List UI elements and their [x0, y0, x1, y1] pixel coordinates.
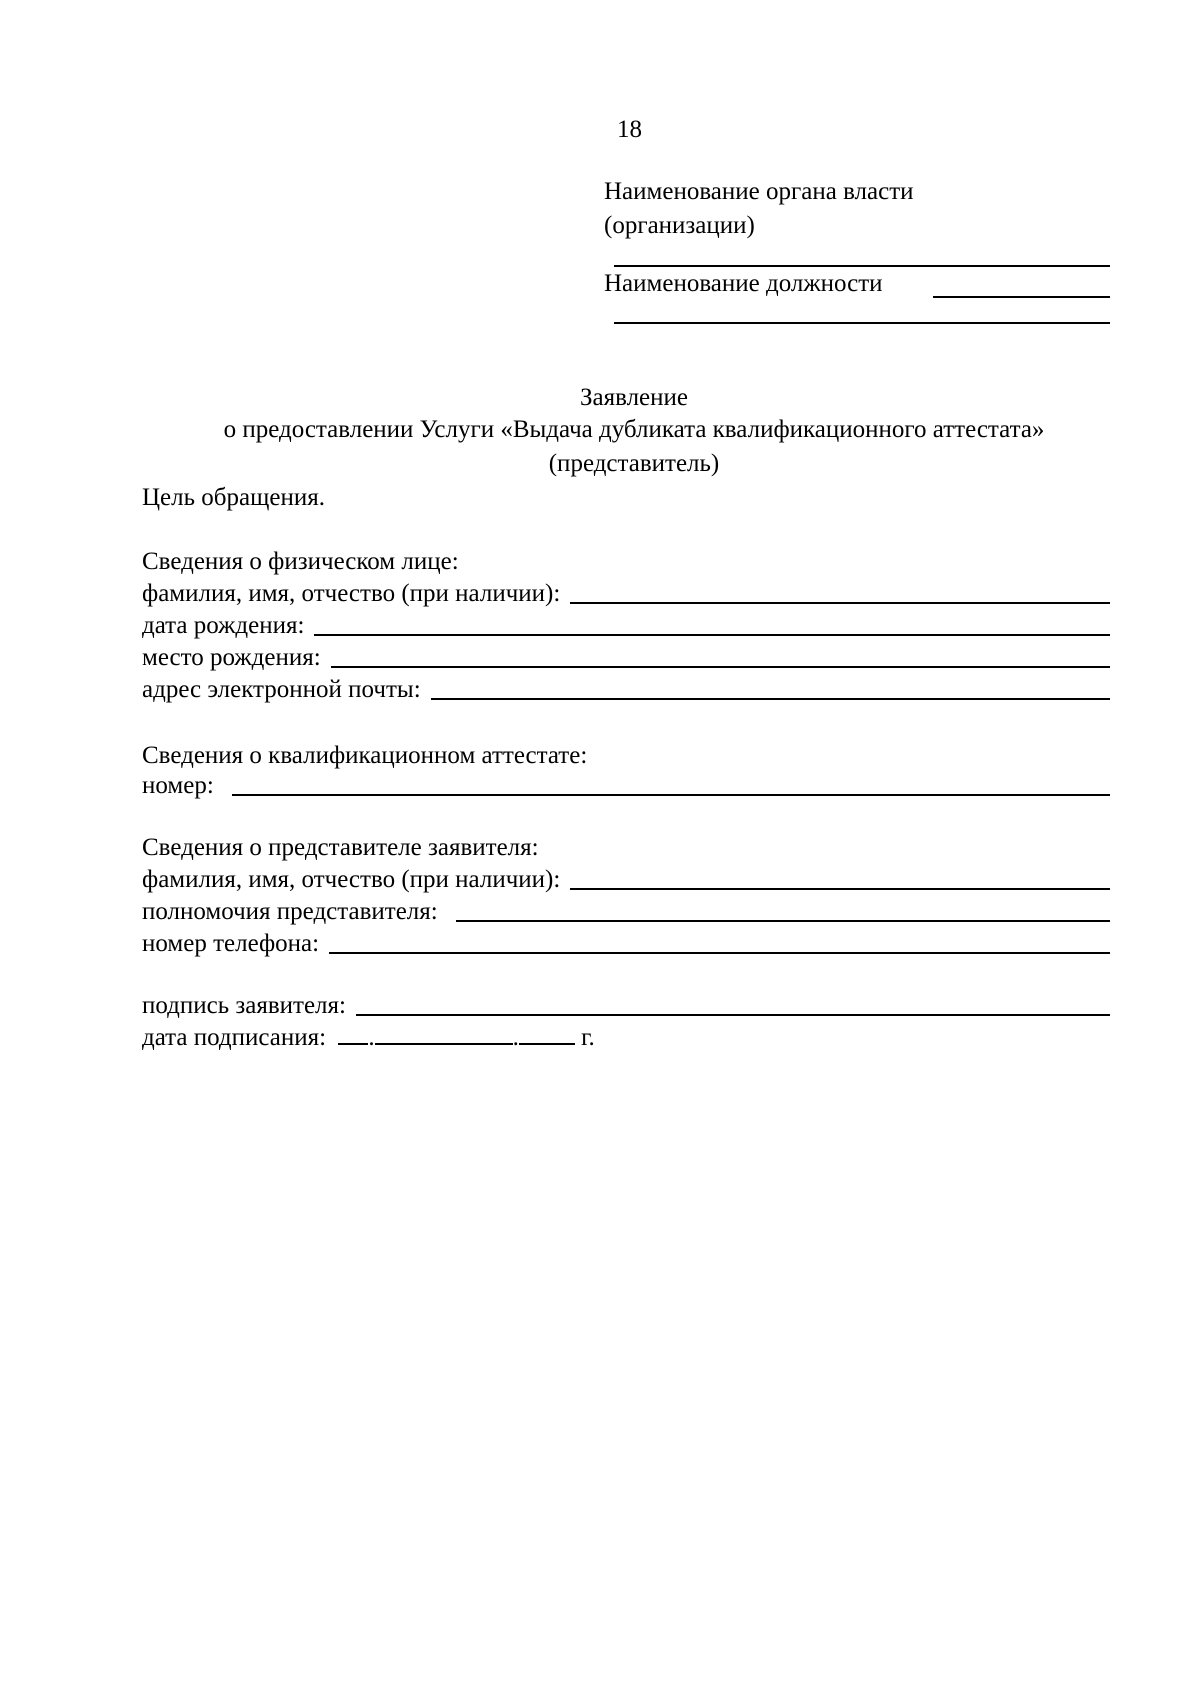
birth-date-input[interactable]: [314, 634, 1110, 636]
signature-input[interactable]: [356, 1014, 1110, 1016]
individual-full-name-input[interactable]: [570, 602, 1110, 604]
individual-full-name-label: фамилия, имя, отчество (при наличии):: [142, 580, 561, 607]
certificate-number-label: номер:: [142, 772, 214, 799]
individual-section-heading: Сведения о физическом лице:: [142, 548, 459, 575]
document-applicant-type: (представитель): [548, 450, 720, 477]
representative-authority-label: полномочия представителя:: [142, 898, 438, 925]
document-subtitle: о предоставлении Услуги «Выдача дубликата квалификационного аттестата»: [223, 416, 1045, 443]
date-separator: .: [512, 1024, 519, 1051]
position-blank-line-2[interactable]: [614, 322, 1110, 324]
authority-blank-line[interactable]: [614, 265, 1110, 267]
authority-name-line1: Наименование органа власти: [604, 178, 914, 205]
page-number: 18: [617, 116, 642, 143]
phone-field: [142, 928, 1110, 960]
date-separator: .: [368, 1024, 375, 1051]
representative-authority-field: [142, 896, 1110, 928]
certificate-number-field: [142, 770, 1110, 802]
phone-label: номер телефона:: [142, 930, 320, 957]
representative-full-name-label: фамилия, имя, отчество (при наличии):: [142, 866, 561, 893]
signing-year-input[interactable]: [519, 1023, 575, 1045]
representative-full-name-field: [142, 864, 1110, 896]
document-title: Заявление: [579, 384, 689, 411]
birth-place-input[interactable]: [331, 666, 1110, 668]
certificate-number-input[interactable]: [232, 794, 1110, 796]
email-field: [142, 674, 1110, 706]
representative-section-heading: Сведения о представителе заявителя:: [142, 834, 539, 861]
authority-name-line2: (организации): [604, 212, 755, 239]
birth-place-field: [142, 642, 1110, 674]
email-input[interactable]: [431, 698, 1110, 700]
representative-authority-input[interactable]: [456, 920, 1110, 922]
birth-date-field: [142, 610, 1110, 642]
email-label: адрес электронной почты:: [142, 676, 421, 703]
position-label: Наименование должности: [604, 270, 883, 297]
signing-date-field: [142, 1022, 595, 1054]
signing-month-input[interactable]: [375, 1023, 513, 1045]
signature-field: [142, 990, 1110, 1022]
purpose-label: Цель обращения.: [142, 484, 325, 511]
representative-full-name-input[interactable]: [570, 888, 1110, 890]
individual-full-name-field: [142, 578, 1110, 610]
signature-label: подпись заявителя:: [142, 992, 346, 1019]
birth-date-label: дата рождения:: [142, 612, 305, 639]
signing-day-input[interactable]: [338, 1023, 368, 1045]
signing-date-label: дата подписания:: [142, 1024, 327, 1051]
certificate-section-heading: Сведения о квалификационном аттестате:: [142, 742, 588, 769]
phone-input[interactable]: [329, 952, 1110, 954]
year-suffix: г.: [581, 1024, 595, 1051]
position-blank-line[interactable]: [933, 296, 1110, 298]
birth-place-label: место рождения:: [142, 644, 321, 671]
